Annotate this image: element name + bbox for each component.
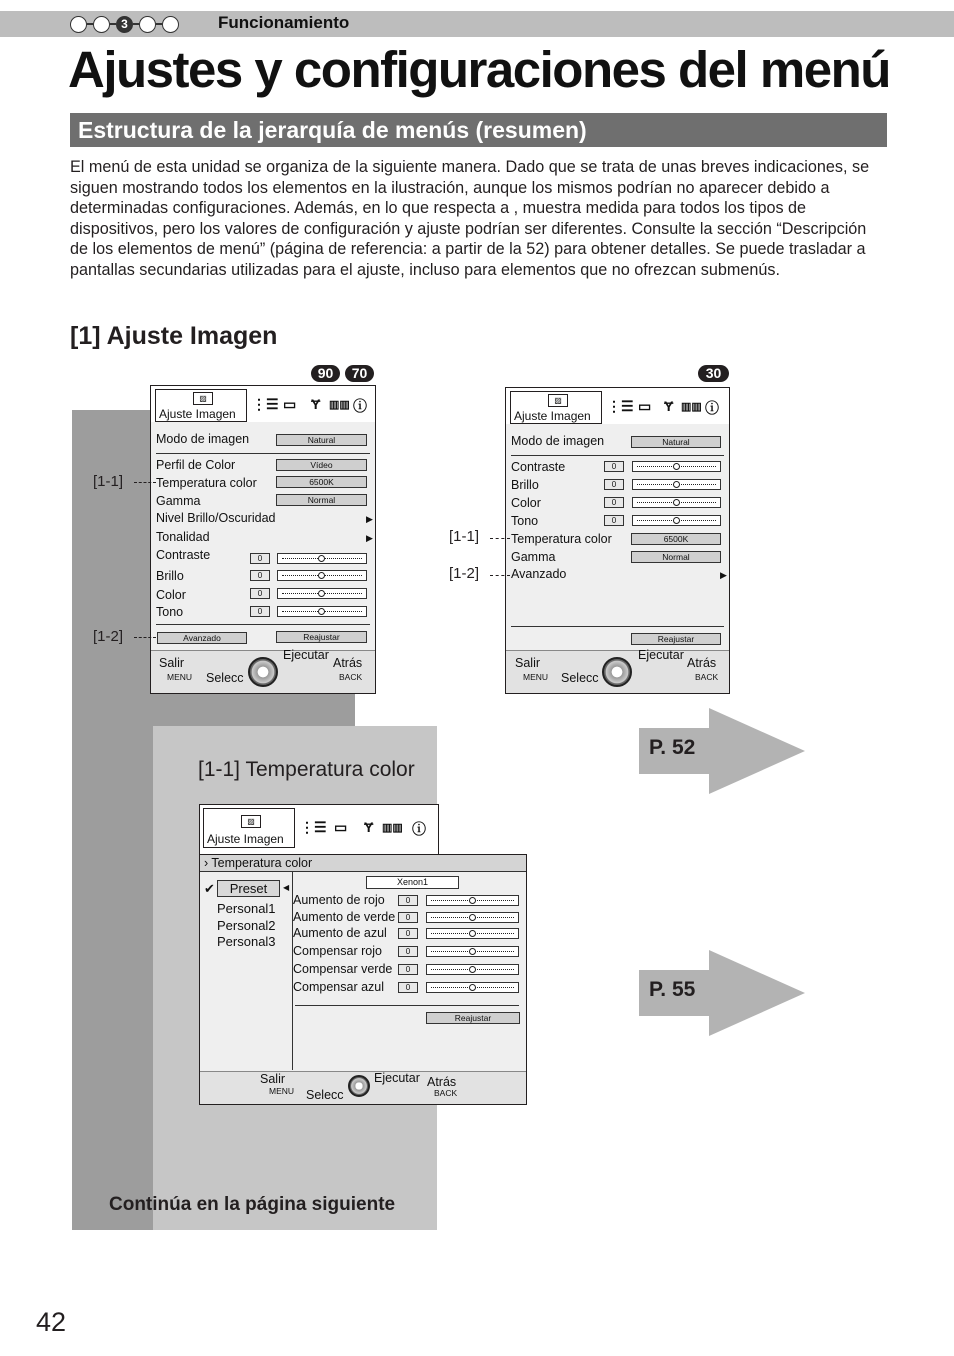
execute-label: Ejecutar: [638, 648, 684, 662]
personal1-option[interactable]: Personal1: [217, 901, 276, 916]
keyboard-icon[interactable]: ▥▥: [329, 399, 350, 411]
aumento-rojo-slider[interactable]: [426, 895, 519, 906]
color-value: 0: [604, 497, 624, 508]
aumento-azul-value: 0: [398, 928, 418, 939]
back-label: Atrás: [427, 1075, 457, 1089]
item-brillo[interactable]: Brillo: [511, 478, 539, 492]
page-title: Ajustes y configuraciones del menú: [68, 41, 890, 98]
continue-note: Continúa en la página siguiente: [109, 1194, 396, 1215]
item-modo-imagen[interactable]: Modo de imagen: [511, 434, 605, 448]
back-key: BACK: [434, 1088, 458, 1098]
contraste-slider[interactable]: [632, 461, 721, 472]
step-2: [93, 16, 110, 33]
page-number: 42: [36, 1307, 67, 1337]
step-4: [139, 16, 156, 33]
tono-slider[interactable]: [632, 515, 721, 526]
display-icon[interactable]: ▭: [638, 398, 652, 414]
menu-key: MENU: [523, 672, 549, 682]
compensar-rojo-slider[interactable]: [426, 946, 519, 957]
picture-icon: ▨: [193, 392, 213, 405]
item-gamma[interactable]: Gamma: [511, 550, 556, 564]
callout-1-2-right: [1-2]: [449, 565, 480, 582]
menu-tabs: [506, 388, 729, 424]
menu-tabs: [199, 804, 439, 854]
page-ref-label: P. 52: [649, 736, 696, 759]
left-arrow-icon: ◀: [283, 883, 290, 892]
tab-label: Ajuste Imagen: [207, 832, 284, 846]
item-aumento-rojo[interactable]: Aumento de rojo: [293, 893, 385, 907]
picture-icon: ▨: [548, 394, 568, 407]
brillo-slider[interactable]: [632, 479, 721, 490]
exit-label: Salir: [260, 1072, 286, 1086]
step-5: [162, 16, 179, 33]
item-temperatura-color[interactable]: Temperatura color: [511, 532, 612, 546]
item-tono[interactable]: Tono: [511, 514, 539, 528]
wrench-icon[interactable]: Ɏ: [311, 396, 321, 412]
tab-ajuste-imagen[interactable]: [203, 808, 295, 848]
input-icon[interactable]: ⋮☰: [300, 819, 327, 835]
tono-value: 0: [604, 515, 624, 526]
profile-value: Vídeo: [276, 459, 367, 471]
model-badge-70: 70: [345, 365, 374, 382]
picture-icon: ▨: [241, 815, 261, 828]
step-1: [70, 16, 87, 33]
compensar-azul-slider[interactable]: [426, 982, 519, 993]
dial-icon: [602, 657, 632, 687]
menu-key: MENU: [167, 672, 193, 682]
temp-value: 6500K: [631, 533, 721, 545]
item-compensar-verde[interactable]: Compensar verde: [293, 962, 393, 976]
back-key: BACK: [695, 672, 719, 682]
gamma-value: Normal: [276, 494, 367, 506]
temp-value: 6500K: [276, 476, 367, 488]
wrench-icon[interactable]: Ɏ: [364, 819, 374, 835]
mode-value: Natural: [276, 434, 367, 446]
page-ref-arrow-55[interactable]: [639, 950, 805, 1036]
item-temperatura-color[interactable]: Temperatura color: [156, 476, 257, 490]
menu-screen-30: [505, 387, 730, 694]
intro-paragraph: El menú de esta unidad se organiza de la siguiente manera. Dado que se trata de unas breves indicaciones, se siguen mostrando todos los elementos en la ilustración, aunque los mismos podrían no aparecer debido a determinadas configuraciones. Además, en lo que respecta a , muestra medida para todos los tipos de dispositivos, pero los valores de configuración y ajuste podrían ser diferentes. Consulte la sección “Descripción de los elementos de menú” (página de referencia: a partir de la 52) para obtener detalles. Se puede trasladar a pantallas secundarias utilizadas para el ajuste, incluso para elementos que no ofrezcan submenús.: [70, 158, 870, 279]
subtitle-bar: [70, 113, 887, 147]
brillo-value: 0: [604, 479, 624, 490]
info-icon[interactable]: ⓘ: [412, 821, 426, 837]
item-aumento-azul[interactable]: Aumento de azul: [293, 926, 387, 940]
mode-value: Natural: [631, 436, 721, 448]
contraste-value: 0: [604, 461, 624, 472]
tono-slider[interactable]: [277, 606, 367, 617]
callout-1-1-right: [1-1]: [449, 528, 480, 545]
callout-leader: [490, 538, 510, 539]
preset-option[interactable]: Preset: [217, 880, 280, 897]
callout-leader: [490, 575, 510, 576]
menu-footer: [200, 1071, 526, 1104]
tab-label: Ajuste Imagen: [514, 409, 591, 423]
reset-button[interactable]: Reajustar: [631, 633, 721, 645]
compensar-azul-value: 0: [398, 982, 418, 993]
compensar-verde-slider[interactable]: [426, 964, 519, 975]
breadcrumb: [200, 855, 526, 872]
exit-label: Salir: [159, 656, 185, 670]
item-avanzado[interactable]: Avanzado: [511, 567, 567, 581]
item-gamma[interactable]: Gamma: [156, 494, 201, 508]
keyboard-icon[interactable]: ▥▥: [681, 401, 702, 413]
tab-ajuste-imagen[interactable]: [155, 389, 247, 422]
avanzado-button[interactable]: Avanzado: [157, 632, 247, 644]
personal2-option[interactable]: Personal2: [217, 918, 276, 933]
menu-key: MENU: [269, 1086, 295, 1096]
callout-1-1-left: [1-1]: [93, 473, 124, 490]
compensar-verde-value: 0: [398, 964, 418, 975]
aumento-verde-slider[interactable]: [426, 912, 519, 923]
aumento-verde-value: 0: [398, 912, 418, 923]
personal3-option[interactable]: Personal3: [217, 934, 276, 949]
page-ref-arrow-52[interactable]: [639, 708, 805, 794]
tab-label: Ajuste Imagen: [159, 407, 236, 421]
item-perfil-color[interactable]: Perfil de Color: [156, 458, 236, 472]
input-icon[interactable]: ⋮☰: [252, 396, 279, 412]
submenu-title: [1-1] Temperatura color: [198, 758, 415, 781]
item-compensar-rojo[interactable]: Compensar rojo: [293, 944, 382, 958]
menu-footer: [151, 650, 375, 693]
aumento-rojo-value: 0: [398, 895, 418, 906]
execute-label: Ejecutar: [283, 648, 329, 662]
step-3-active: 3: [116, 16, 133, 33]
back-label: Atrás: [687, 656, 717, 670]
menu-screen-90-70: [150, 385, 376, 694]
brillo-slider[interactable]: [277, 570, 367, 581]
wrench-icon[interactable]: Ɏ: [664, 398, 674, 414]
color-slider[interactable]: [632, 497, 721, 508]
select-label: Selecc: [306, 1088, 344, 1102]
contraste-value: 0: [250, 553, 270, 564]
color-value: 0: [250, 588, 270, 599]
section-label: Funcionamiento: [218, 13, 350, 32]
breadcrumb-label: Temperatura color: [211, 856, 313, 870]
callout-leader: [134, 637, 156, 638]
callout-1-2-left: [1-2]: [93, 628, 124, 645]
submenu-arrow-icon: ▶: [720, 570, 727, 580]
reset-button[interactable]: Reajustar: [276, 631, 367, 643]
menu-tabs: [151, 386, 375, 422]
keyboard-icon[interactable]: ▥▥: [382, 822, 403, 834]
compensar-rojo-value: 0: [398, 946, 418, 957]
tab-ajuste-imagen[interactable]: [510, 391, 602, 424]
execute-label: Ejecutar: [374, 1071, 420, 1085]
display-icon[interactable]: ▭: [283, 396, 297, 412]
input-icon[interactable]: ⋮☰: [607, 398, 634, 414]
model-badge-90: 90: [311, 365, 340, 382]
chevron-right-icon: ›: [204, 856, 212, 870]
model-badge-30: 30: [698, 365, 729, 382]
display-icon[interactable]: ▭: [334, 819, 348, 835]
submenu-arrow-icon: ▶: [366, 533, 373, 543]
exit-label: Salir: [515, 656, 541, 670]
step-indicator: [70, 15, 179, 33]
item-color[interactable]: Color: [511, 496, 541, 510]
gamma-value: Normal: [631, 551, 721, 563]
callout-leader: [134, 482, 156, 483]
submenu-temperatura-color: [199, 804, 527, 1105]
item-nivel-brillo[interactable]: Nivel Brillo/Oscuridad: [156, 511, 276, 525]
select-label: Selecc: [206, 671, 244, 685]
brillo-value: 0: [250, 570, 270, 581]
subtitle: Estructura de la jerarquía de menús (resumen): [78, 117, 587, 143]
contraste-slider[interactable]: [277, 553, 367, 564]
temp-value: Xenon1: [366, 876, 459, 889]
item-aumento-verde[interactable]: Aumento de verde: [293, 910, 396, 924]
item-compensar-azul[interactable]: Compensar azul: [293, 980, 385, 994]
aumento-azul-slider[interactable]: [426, 928, 519, 939]
item-contraste[interactable]: Contraste: [511, 460, 566, 474]
section-heading: [1] Ajuste Imagen: [70, 322, 278, 350]
info-icon[interactable]: ⓘ: [705, 400, 719, 416]
submenu-arrow-icon: ▶: [366, 514, 373, 524]
dial-icon: [348, 1075, 370, 1097]
item-modo-imagen[interactable]: Modo de imagen: [156, 432, 250, 446]
dial-icon: [248, 657, 278, 687]
item-contraste[interactable]: Contraste: [156, 548, 211, 562]
item-tonalidad[interactable]: Tonalidad: [156, 530, 210, 544]
item-tono[interactable]: Tono: [156, 605, 184, 619]
back-label: Atrás: [333, 656, 363, 670]
select-label: Selecc: [561, 671, 599, 685]
info-icon[interactable]: ⓘ: [353, 398, 367, 414]
check-icon: ✔: [204, 881, 215, 896]
submenu-body: [199, 854, 527, 1105]
item-brillo[interactable]: Brillo: [156, 569, 184, 583]
item-color[interactable]: Color: [156, 588, 186, 602]
back-key: BACK: [339, 672, 363, 682]
tono-value: 0: [250, 606, 270, 617]
page-ref-label: P. 55: [649, 978, 696, 1001]
color-slider[interactable]: [277, 588, 367, 599]
reset-button[interactable]: Reajustar: [426, 1012, 520, 1024]
menu-footer: [506, 650, 729, 693]
